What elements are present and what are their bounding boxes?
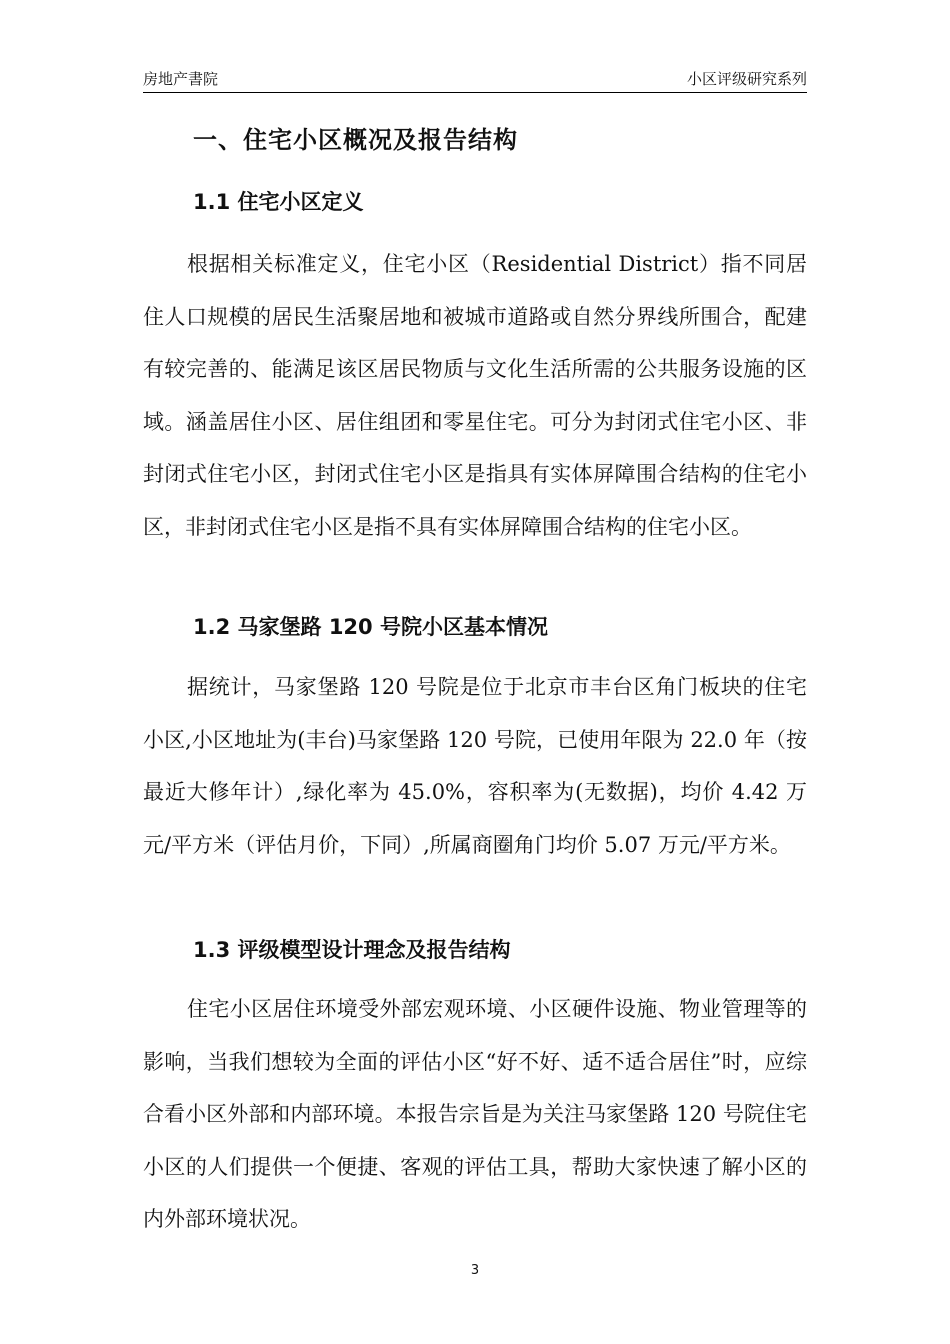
section-heading-1-3: 1.3 评级模型设计理念及报告结构 (193, 938, 511, 962)
chapter-title: 一、住宅小区概况及报告结构 (193, 126, 518, 154)
section-body-1-3: 住宅小区居住环境受外部宏观环境、小区硬件设施、物业管理等的影响，当我们想较为全面的评估小区“好不好、适不适合居住”时，应综合看小区外部和内部环境。本报告宗旨是为关注马家堡路 120 号院住宅小区的人们提供一个便捷、客观的评估工具，帮助大家快速了解小区的内外部环境状况。 (143, 997, 807, 1231)
section-body-1-2: 据统计，马家堡路 120 号院是位于北京市丰台区角门板块的住宅小区,小区地址为(丰台)马家堡路 120 号院，已使用年限为 22.0 年（按最近大修年计）,绿化率为 45.0%，容积率为(无数据)，均价 4.42 万元/平方米（评估月价，下同）,所属商圈角门均价 5.07 万元/平方米。 (143, 675, 807, 857)
header-right-text: 小区评级研究系列 (686, 70, 807, 88)
section-heading-1-1: 1.1 住宅小区定义 (193, 190, 364, 214)
page-header (143, 66, 807, 93)
page-number: 3 (470, 1263, 480, 1278)
section-body-1-1: 根据相关标准定义，住宅小区（Residential District）指不同居住人口规模的居民生活聚居地和被城市道路或自然分界线所围合，配建有较完善的、能满足该区居民物质与文化生活所需的公共服务设施的区域。涵盖居住小区、居住组团和零星住宅。可分为封闭式住宅小区、非封闭式住宅小区，封闭式住宅小区是指具有实体屏障围合结构的住宅小区，非封闭式住宅小区是指不具有实体屏障围合结构的住宅小区。 (143, 252, 807, 539)
header-left-text: 房地产書院 (143, 70, 219, 88)
section-heading-1-2: 1.2 马家堡路 120 号院小区基本情况 (193, 615, 548, 639)
